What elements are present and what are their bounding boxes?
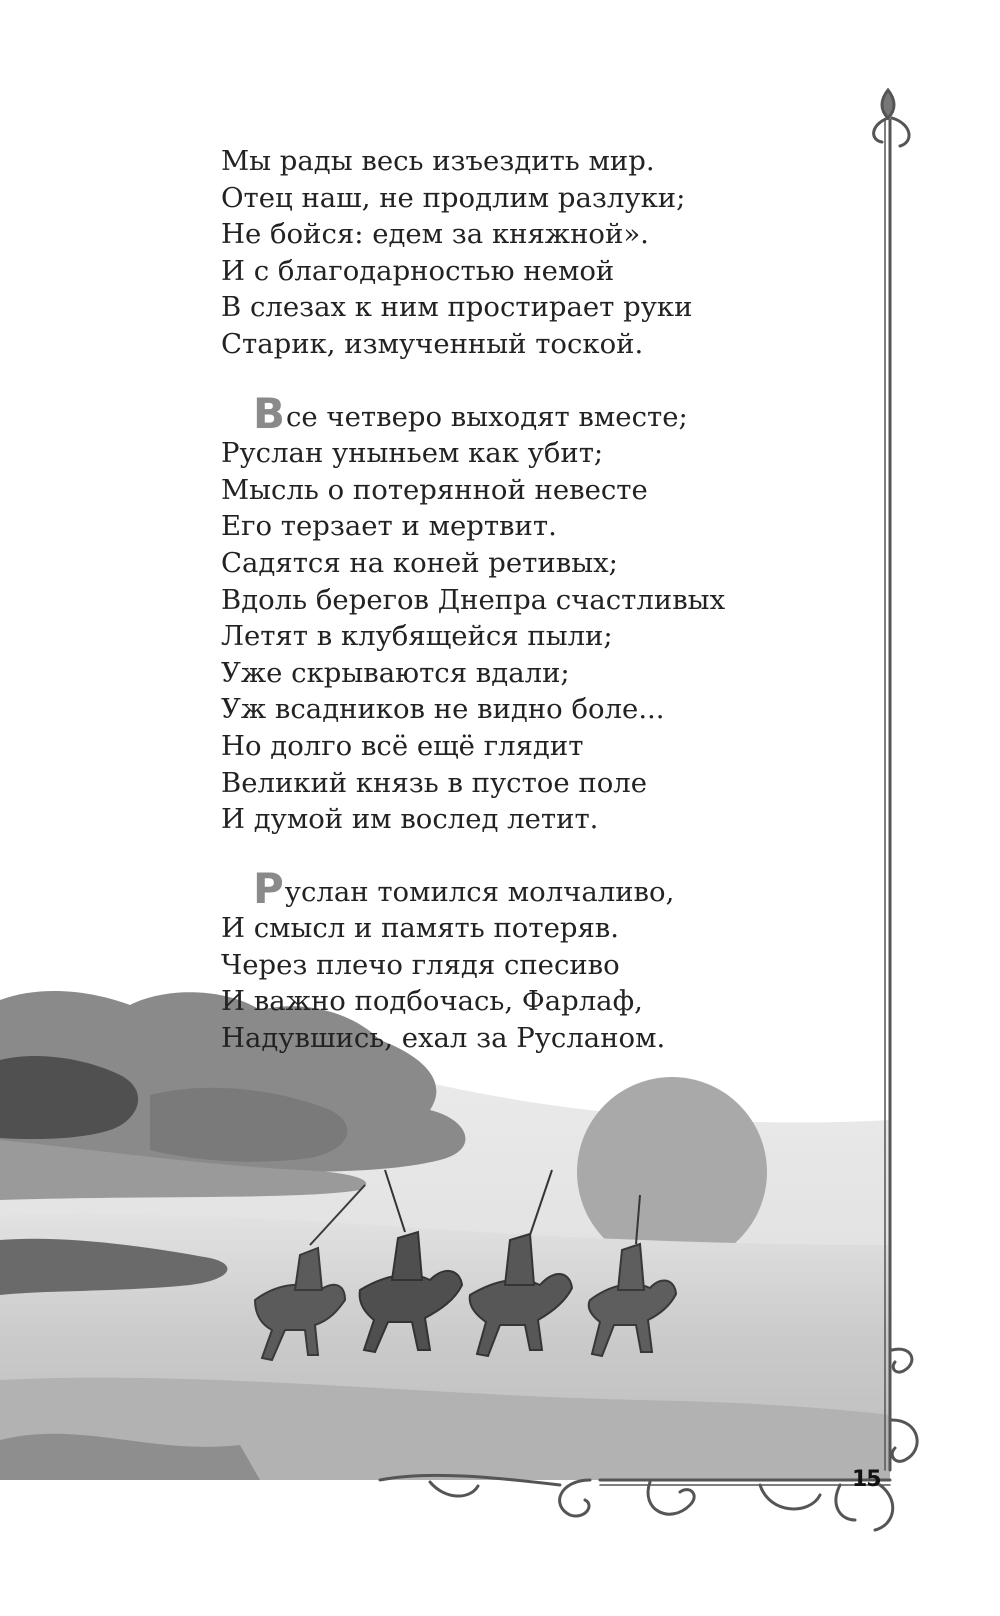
poem-line: Отец наш, не продлим разлуки; [221,181,686,214]
poem-line: И с благодарностью немой [221,254,615,287]
poem-line: Уже скрываются вдали; [221,656,570,689]
poem-line: Мы рады весь изъездить мир. [221,145,655,177]
stanza-1 [221,143,861,363]
poem-line: Старик, измученный тоской. [221,327,644,360]
poem-line: Через плечо глядя спесиво [221,948,620,981]
poem-text [221,143,861,1093]
poem-line: Садятся на коней ретивых; [221,546,618,579]
dropcap: Р [253,863,284,913]
dropcap: В [253,388,286,438]
poem-line: Его терзает и мертвит. [221,510,557,543]
poem-line: Не бойся: едем за княжной». [221,218,649,251]
poem-line: Летят в клубящейся пыли; [221,620,613,653]
poem-line: И смысл и память потеряв. [221,912,620,945]
poem-line: Мысль о потерянной невесте [221,473,648,506]
poem-line-rest: се четверо выходят вместе; [286,400,688,433]
poem-line: Руслан уныньем как убит; [221,437,604,470]
poem-line: Вдоль берегов Днепра счастливых [221,583,726,616]
stanza-2 [221,388,861,838]
poem-line: И важно подбочась, Фарлаф, [221,985,643,1018]
poem-line: Великий князь в пустое поле [221,766,647,799]
poem-line-first [221,863,861,913]
poem-line: Но долго всё ещё глядит [221,729,584,762]
poem-line: В слезах к ним простирает руки [221,291,693,324]
poem-line: И думой им вослед летит. [221,803,599,836]
poem-line: Уж всадников не видно боле... [221,693,665,726]
page-number: 15 [852,1467,881,1492]
stanza-3 [221,863,861,1057]
poem-line-first [221,388,861,438]
poem-line-rest: услан томился молчаливо, [284,875,675,908]
poem-line: Надувшись, ехал за Русланом. [221,1022,666,1055]
